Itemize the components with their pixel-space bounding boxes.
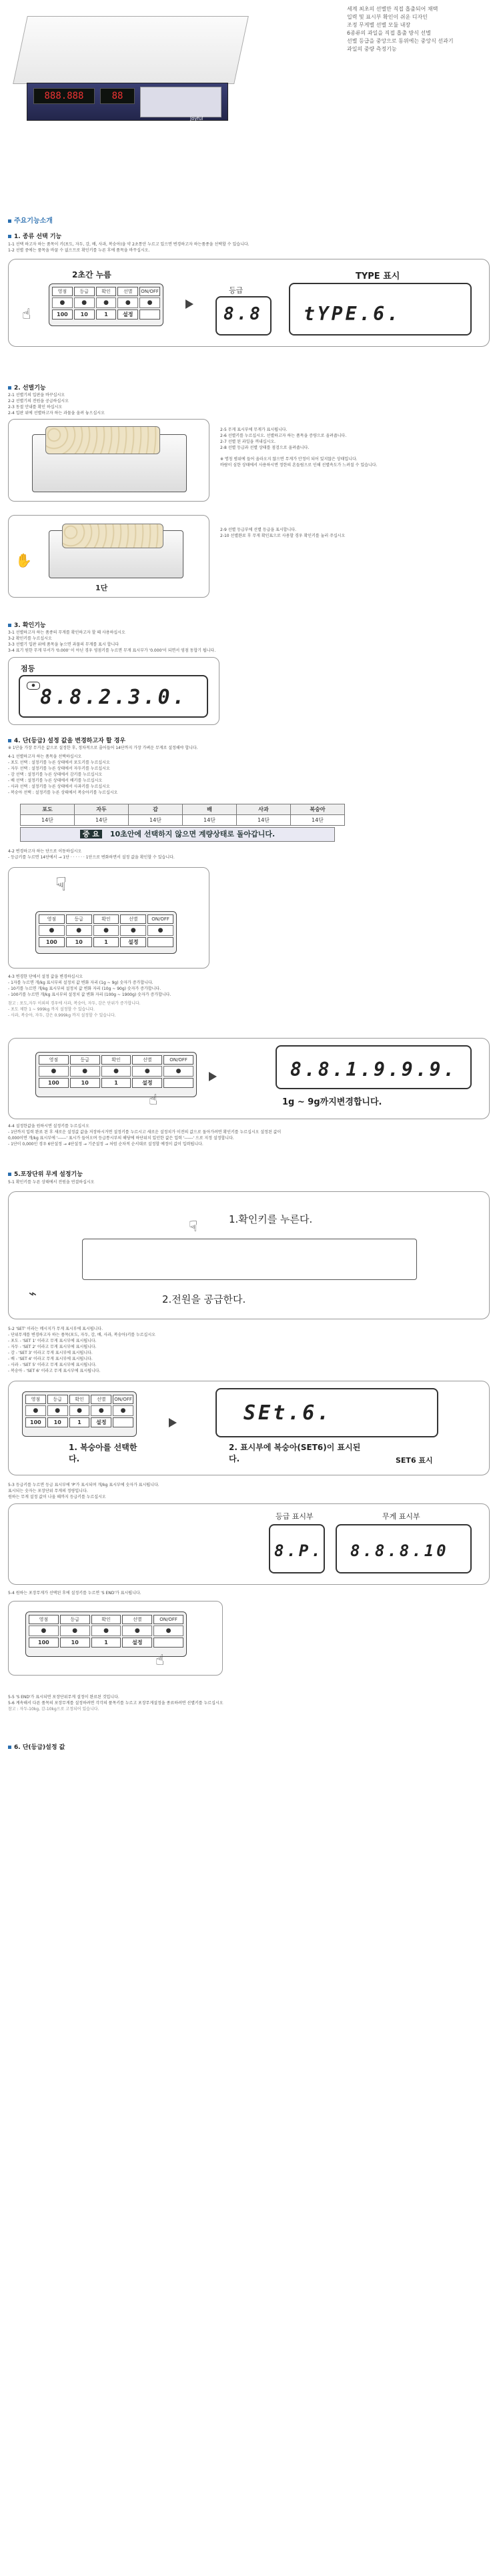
text-line: 4-3 변경한 단에서 설정 값을 변경하십시오 bbox=[8, 975, 83, 979]
text-line: - 1단이 0,000인 경우 6단설정 → 4단설정 → 기준설정 → 처럼 순차적 순서대로 설정할 예정이 값이 입력됩니다. bbox=[8, 1142, 203, 1147]
scale-machine-image: 888.888 88 Joyful bbox=[13, 9, 267, 129]
confirm-key[interactable]: 확인 bbox=[96, 287, 117, 296]
plum-icon[interactable]: ● bbox=[47, 1405, 68, 1416]
pear-icon[interactable]: ● bbox=[122, 1626, 152, 1636]
key-100[interactable]: 100 bbox=[52, 309, 73, 319]
plum-icon[interactable]: ● bbox=[66, 925, 92, 936]
pear-icon[interactable]: ● bbox=[132, 1066, 162, 1077]
text-line: 1-1 선택 하고자 하는 품목이 키(포도, 자두, 감, 배, 사과, 복숭아)을 약 2초통안 누르고 있으면 변경하고자 하는품종을 선택할 수 있습니다. bbox=[8, 242, 250, 247]
key-100[interactable]: 100 bbox=[29, 1638, 59, 1648]
type-display-label: TYPE 표시 bbox=[356, 271, 400, 281]
text-line: 2-10 선별완료 후 무게 확인표으로 사용할 경우 확인키를 눌러 주십시오 bbox=[220, 534, 346, 538]
feature-item: 세계 최초의 선별만 직접 흡출되어 채택 bbox=[347, 6, 438, 12]
text-line: - 복숭아 - 'SET 6' 이라고 무게 표시부에 표시됩니다. bbox=[8, 1369, 101, 1373]
fruit-tray bbox=[62, 524, 163, 548]
grape-icon[interactable]: ● bbox=[25, 1405, 46, 1416]
persimmon-icon[interactable]: ● bbox=[96, 297, 117, 308]
section-2-title: 2. 선별기능 bbox=[8, 383, 46, 392]
section-1-title: 1. 종류 선택 기능 bbox=[8, 231, 61, 240]
text-line: 참고 : 자두-10kg, 감-10kg으로 고정되어 있습니다. bbox=[8, 1707, 99, 1712]
indicator-dot-icon: ● bbox=[27, 682, 40, 690]
hand-icon: ✋ bbox=[15, 552, 32, 568]
text-line: - 1자를 누르면 개/kg 표시부의 설정치 값 변화 자리 (1g ~ 9g) 숫자가 증가합니다. bbox=[8, 981, 153, 985]
section-4-text-4 bbox=[8, 1123, 475, 1147]
weight-digits: tYPE.6. bbox=[304, 303, 402, 325]
key-1[interactable]: 1 bbox=[101, 1078, 131, 1088]
text-line: - 100키를 누르면 개/kg 표시부의 설정치 값 변화 자리 (100g ~ 1900g) 숫자가 증가합니다. bbox=[8, 993, 171, 997]
table-cell: 14단 bbox=[183, 815, 237, 826]
text-line: - 자두 - 'SET 2' 이라고 무게 표시부에 표시됩니다. bbox=[8, 1345, 97, 1349]
blank-key bbox=[163, 1078, 193, 1088]
pear-icon[interactable]: ● bbox=[117, 297, 138, 308]
text-line: - 감 - 'SET 3' 이라고 무게 표시부에 표시됩니다. bbox=[8, 1351, 93, 1355]
table-cell: 14단 bbox=[291, 815, 345, 826]
step-a-label: 1. 복숭아를 선택한다. bbox=[69, 1443, 137, 1463]
set-key[interactable]: 설정 bbox=[91, 1417, 111, 1427]
sort-key[interactable]: 선별 bbox=[122, 1615, 152, 1624]
confirm-key[interactable]: 확인 bbox=[93, 914, 119, 924]
arrow-right-icon bbox=[209, 1072, 217, 1081]
power-plug-icon: ⌁ bbox=[29, 1285, 37, 1301]
text-line: ※ 1단을 가장 무거운 값으로 설정한 후, 정차적으로 줄어들어 14단까지 가장 가벼운 무게로 설정해야 합니다. bbox=[8, 746, 198, 750]
key-10[interactable]: 10 bbox=[47, 1417, 68, 1427]
zero-key[interactable]: 영점 bbox=[29, 1615, 59, 1624]
text-line: - 포도 제한 1 ~ 999kg 까지 설정할 수 있습니다. bbox=[8, 1007, 95, 1012]
text-line: - 사과 - 'SET 5' 이라고 무게 표시부에 표시됩니다. bbox=[8, 1363, 97, 1367]
pear-icon[interactable]: ● bbox=[91, 1405, 111, 1416]
fruit-tray bbox=[45, 426, 160, 454]
text-line: 4-2 변경하고자 하는 단으로 이동하십시오 bbox=[8, 849, 82, 854]
sort-key[interactable]: 선별 bbox=[120, 914, 146, 924]
notice-tag: 중 요 bbox=[80, 830, 102, 838]
grade-key[interactable]: 등급 bbox=[70, 1055, 100, 1065]
key-10[interactable]: 10 bbox=[66, 937, 92, 947]
section-2-side-text bbox=[220, 427, 487, 468]
section-5-illustration-4 bbox=[8, 1601, 223, 1676]
section-3-illustration bbox=[8, 657, 219, 725]
text-line: 0,000이면 개/kg 표시부에 '------' 표시가 들어오며 등급통시부의 해당에 하단위치 있던한 값은 입력 '------' 으로 지정 설정합니다. bbox=[8, 1136, 234, 1141]
text-line: - 감 선택 : 설정키를 누른 상태에서 감키를 누르십시오 bbox=[8, 772, 103, 777]
grape-icon[interactable]: ● bbox=[39, 1066, 69, 1077]
text-line: - 단위무게를 변경하고자 하는 품목(포도, 자두, 감, 배, 사과, 복숭아)키를 누르십시오 bbox=[8, 1333, 155, 1337]
key-100[interactable]: 100 bbox=[39, 1078, 69, 1088]
persimmon-icon[interactable]: ● bbox=[93, 925, 119, 936]
power-key[interactable]: ON/OFF bbox=[147, 914, 173, 924]
section-2-side-text-2 bbox=[220, 527, 487, 539]
text-line: 표시되는 숫자는 포장단위 무게의 정량입니다. bbox=[8, 1489, 88, 1493]
section-2-illustration-2 bbox=[8, 515, 209, 598]
grade-digits: 8.8 bbox=[223, 304, 263, 324]
apple-icon[interactable]: ● bbox=[163, 1066, 193, 1077]
confirm-key[interactable]: 확인 bbox=[91, 1615, 121, 1624]
grape-icon[interactable]: ● bbox=[39, 925, 65, 936]
text-line: 3-3 선별기 입판 위에 품목을 놓으면 과물의 무게를 표시 합니다 bbox=[8, 642, 119, 647]
feature-item: 6종류의 과일을 직접 흡출 방식 선별 bbox=[347, 30, 431, 36]
sorter-front-panel bbox=[82, 1239, 417, 1280]
section-5-text-4 bbox=[8, 1590, 475, 1596]
key-10[interactable]: 10 bbox=[74, 309, 95, 319]
confirm-key[interactable]: 확인 bbox=[69, 1395, 90, 1404]
persimmon-icon[interactable]: ● bbox=[69, 1405, 90, 1416]
pointing-hand-icon: ☝ bbox=[155, 1652, 165, 1669]
section-1-text bbox=[8, 241, 475, 253]
confirm-display bbox=[19, 675, 208, 718]
table-header-cell: 복숭아 bbox=[291, 804, 345, 815]
step1-label: 1.확인키를 누른다. bbox=[229, 1213, 313, 1225]
apple-icon[interactable]: ● bbox=[147, 925, 173, 936]
level-label: 1단 bbox=[95, 584, 108, 592]
key-1[interactable]: 1 bbox=[69, 1417, 90, 1427]
control-panel bbox=[35, 911, 177, 954]
setting-digits: 8.8.1.9.9.9. bbox=[290, 1059, 458, 1081]
control-panel bbox=[22, 1391, 137, 1437]
power-key[interactable]: ON/OFF bbox=[139, 287, 160, 296]
table-header-cell: 포도 bbox=[21, 804, 75, 815]
confirm-digits: 8.8.2.3.0. bbox=[40, 686, 187, 709]
brand-logo: Joyful bbox=[190, 116, 203, 121]
text-line: 참고 : 포도,자두 이외의 경우에 사과, 복숭아, 자두, 감은 단위가 증가합니다. bbox=[8, 1001, 141, 1006]
table-header-cell: 배 bbox=[183, 804, 237, 815]
set-display bbox=[215, 1388, 438, 1437]
section-5-text-2 bbox=[8, 1326, 475, 1374]
text-line: 2-9 선별 등급부에 선별 등급을 표시합니다. bbox=[220, 528, 296, 532]
grade-key[interactable]: 등급 bbox=[66, 914, 92, 924]
key-10[interactable]: 10 bbox=[60, 1638, 90, 1648]
key-100[interactable]: 100 bbox=[39, 937, 65, 947]
section-5-title: 5.포장단위 무게 설정기능 bbox=[8, 1169, 83, 1178]
zero-key[interactable]: 영점 bbox=[39, 914, 65, 924]
table-cell: 14단 bbox=[21, 815, 75, 826]
section-4-text-2 bbox=[8, 848, 475, 860]
table-cell: 14단 bbox=[129, 815, 183, 826]
pointing-hand-icon: ☟ bbox=[189, 1219, 198, 1235]
table-row bbox=[21, 815, 345, 826]
product-hero bbox=[0, 0, 497, 137]
key-10[interactable]: 10 bbox=[70, 1078, 100, 1088]
grape-icon[interactable]: ● bbox=[52, 297, 73, 308]
section-3-text bbox=[8, 630, 475, 654]
grade-key[interactable]: 등급 bbox=[47, 1395, 68, 1404]
power-key[interactable]: ON/OFF bbox=[163, 1055, 193, 1065]
range-text: 1g ~ 9g까지변경합니다. bbox=[282, 1097, 382, 1107]
text-line: 5-4 원하는 포장무게가 선택된 후에 설정키를 누르면 'S END'가 표시됩니다. bbox=[8, 1591, 141, 1595]
pointing-hand-icon: ☝ bbox=[22, 306, 31, 323]
section-3-title: 3. 확인기능 bbox=[8, 620, 46, 629]
sort-key[interactable]: 선별 bbox=[91, 1395, 111, 1404]
section-4-illustration-2 bbox=[8, 1038, 490, 1119]
plum-icon[interactable]: ● bbox=[70, 1066, 100, 1077]
section-4-illustration-1 bbox=[8, 867, 209, 969]
section-5-illustration-2 bbox=[8, 1381, 490, 1475]
set-digits: SEt.6. bbox=[243, 1401, 332, 1425]
table-header-cell: 사과 bbox=[237, 804, 291, 815]
text-line: - 10키를 누르면 개/kg 표시부의 설정치 값 변화 자리 (10g ~ 90g) 숫자가 증가합니다. bbox=[8, 987, 161, 991]
feature-item: 선별 등급을 중앙으로 동위에는 중앙식 선과기 bbox=[347, 38, 454, 44]
grade-count-table bbox=[20, 804, 345, 826]
feature-item: 입력 및 표시부 확인이 쉬운 디자인 bbox=[347, 14, 428, 20]
table-cell: 14단 bbox=[75, 815, 129, 826]
blank-key bbox=[139, 309, 160, 319]
text-line: 4-4 설정한값을 원하시면 설정키를 누르십시오 bbox=[8, 1124, 89, 1129]
weight-part-label: 무게 표시부 bbox=[382, 1512, 420, 1521]
pointing-hand-icon: ☝ bbox=[149, 1092, 158, 1109]
section-5-illustration-3 bbox=[8, 1503, 490, 1585]
section-5-text bbox=[8, 1179, 475, 1185]
key-1[interactable]: 1 bbox=[91, 1638, 121, 1648]
main-heading: 주요기능소개 bbox=[8, 215, 53, 225]
package-grade-digits: 8.P. bbox=[274, 1541, 324, 1560]
sort-key[interactable]: 선별 bbox=[132, 1055, 162, 1065]
confirm-key[interactable]: 확인 bbox=[101, 1055, 131, 1065]
section-5-illustration-1 bbox=[8, 1191, 490, 1319]
section-4-title: 4. 단(등급) 설정 값을 변경하고자 할 경우 bbox=[8, 736, 125, 744]
text-line: 5-2 'SET' 이라는 메시지가 무게 표시부에 표시됩니다. bbox=[8, 1327, 103, 1331]
package-weight-display bbox=[336, 1524, 472, 1573]
zero-key[interactable]: 영점 bbox=[25, 1395, 46, 1404]
text-line: 3-1 선별하고자 하는 품종의 무게를 확인하고자 할 때 사용하십시오 bbox=[8, 630, 125, 635]
key-100[interactable]: 100 bbox=[25, 1417, 46, 1427]
blank-key bbox=[113, 1417, 133, 1427]
text-line: - 배 - 'SET 4' 이라고 무게 표시부에 표시됩니다. bbox=[8, 1357, 93, 1361]
text-line: 2-1 선별기의 입판을 바꾸십시오 bbox=[8, 393, 65, 398]
section-4-text-3 bbox=[8, 974, 475, 1019]
peach-icon[interactable]: ● bbox=[113, 1405, 133, 1416]
text-line: - 복숭아 선택 : 설정키를 누른 상태에서 복숭아키를 누르십시오 bbox=[8, 790, 118, 795]
text-line: 5-1 확인키를 누른 상태에서 전원을 연결하십시오 bbox=[8, 1180, 95, 1185]
text-line: 2-5 무게 표시부에 무게가 표시됩니다. bbox=[220, 428, 288, 432]
plum-icon[interactable]: ● bbox=[60, 1626, 90, 1636]
text-line: 4-1 선별하고자 하는 품목을 선택하십시오 bbox=[8, 754, 82, 759]
zero-key[interactable]: 영점 bbox=[39, 1055, 69, 1065]
apple-icon[interactable]: ● bbox=[139, 297, 160, 308]
feature-item: 과일의 중량 측정기능 bbox=[347, 46, 397, 52]
text-line: - 사과, 복숭아, 자두, 감은 0.999kg 까지 설정할 수 있습니다. bbox=[8, 1013, 116, 1018]
weight-display bbox=[289, 283, 472, 336]
section-2-illustration-1 bbox=[8, 419, 209, 502]
zero-key[interactable]: 영점 bbox=[52, 287, 73, 296]
text-line: 5-3 등급키를 누르면 등급 표시부에 'P'가 표시되며 개/kg 표시부에 숫자가 표시됩니다. bbox=[8, 1483, 159, 1487]
table-cell: 14단 bbox=[237, 815, 291, 826]
setting-display bbox=[276, 1045, 472, 1089]
power-key[interactable]: ON/OFF bbox=[113, 1395, 133, 1404]
arrow-right-icon bbox=[169, 1418, 177, 1427]
text-line: - 등급키를 누르면 14단에서 → 1단 · · · · · · 1단으로 변화하면서 설정 값을 확인할 수 있습니다. bbox=[8, 855, 175, 860]
persimmon-icon[interactable]: ● bbox=[91, 1626, 121, 1636]
pear-icon[interactable]: ● bbox=[120, 925, 146, 936]
apple-icon[interactable]: ● bbox=[153, 1626, 183, 1636]
control-panel bbox=[35, 1052, 197, 1097]
step-b-label: 2. 표시부에 복숭아(SET6)이 표시된다. bbox=[229, 1443, 361, 1463]
set-key[interactable]: 설정 bbox=[122, 1638, 152, 1648]
section-4-text bbox=[8, 745, 475, 796]
text-line: - 자두 선택 : 설정키를 누른 상태에서 자두키를 누르십시오 bbox=[8, 766, 110, 771]
blank-key bbox=[147, 937, 173, 947]
text-line: 1-2 선별 중에는 품목을 바꿀 수 없으므로 확인키를 누른 후에 품목을 바꾸십시오. bbox=[8, 248, 150, 253]
table-header-cell: 감 bbox=[129, 804, 183, 815]
persimmon-icon[interactable]: ● bbox=[101, 1066, 131, 1077]
package-grade-display bbox=[269, 1524, 325, 1573]
text-line: 원하는 무게 설정 값이 나올 때까지 등급키를 누르십시오 bbox=[8, 1495, 106, 1499]
text-line: 3-4 표기 원한 무게 부서가 '0.000' 이 아닌 경우 영점키를 누르면 무게 표시부가 '0.000'이 되면서 영점 동합기 됩니다. bbox=[8, 648, 216, 653]
package-weight-digits: 8.8.8.10 bbox=[350, 1541, 449, 1560]
feature-list bbox=[347, 5, 490, 53]
lit-label: 점등 bbox=[21, 664, 35, 673]
text-line: - 포도 - 'SET 1' 이라고 무게 표시부에 표시됩니다. bbox=[8, 1339, 97, 1343]
table-header-row bbox=[21, 804, 345, 815]
set-key[interactable]: 설정 bbox=[117, 309, 138, 319]
text-line: ※ 명칭 범위에 들어 올라오지 않으면 무게가 안정이 되어 있지않은 상태입니다. bbox=[220, 457, 358, 462]
text-line: 2-6 선별키를 누르십시오. 선별하고자 하는 품목을 증량으로 올려줍니다. bbox=[220, 434, 347, 438]
two-second-press-label: 2초간 누름 bbox=[72, 270, 111, 279]
key-1[interactable]: 1 bbox=[96, 309, 117, 319]
pointing-hand-icon: ☟ bbox=[55, 873, 67, 895]
section-6-title: 6. 단(등급)설정 값 bbox=[8, 1742, 65, 1751]
text-line: 2-8 선별 등급과 선별 상태를 점검으로 올려줍니다. bbox=[220, 446, 310, 450]
key-1[interactable]: 1 bbox=[93, 937, 119, 947]
control-panel bbox=[49, 283, 163, 326]
table-header-cell: 자두 bbox=[75, 804, 129, 815]
text-line: 2-7 선별 된 과일을 꺼내십시오. bbox=[220, 440, 276, 444]
grape-icon[interactable]: ● bbox=[29, 1626, 59, 1636]
text-line: 2-3 동절 안내를 확인 하십시오 bbox=[8, 405, 63, 410]
text-line: - 포도 선택 : 설정키를 누른 상태에서 포도키를 누르십시오 bbox=[8, 760, 110, 765]
text-line: - 배 선택 : 설정키를 누른 상태에서 배키를 누르십시오 bbox=[8, 778, 103, 783]
text-line: 바람이 심한 상태에서 사용하시면 정한의 흔들림으로 인해 선별속도가 느려질 수 있습니다. bbox=[220, 463, 378, 468]
text-line: 2-4 입판 위에 선별하고자 하는 과물을 올려 놓으십시오 bbox=[8, 411, 105, 416]
grade-display bbox=[215, 296, 272, 336]
text-line: 2-2 선별기의 전원을 공급하십시오 bbox=[8, 399, 69, 404]
section-1-illustration bbox=[8, 259, 490, 347]
section-5-text-5 bbox=[8, 1694, 475, 1712]
text-line: 5-5 'S END'가 표시되면 포장단위무게 설정이 완료된 것입니다. bbox=[8, 1695, 119, 1700]
step2-label: 2.전원을 공급한다. bbox=[162, 1293, 246, 1305]
grade-key[interactable]: 등급 bbox=[60, 1615, 90, 1624]
important-notice bbox=[20, 827, 335, 842]
plum-icon[interactable]: ● bbox=[74, 297, 95, 308]
set-key[interactable]: 설정 bbox=[120, 937, 146, 947]
grade-key[interactable]: 등급 bbox=[74, 287, 95, 296]
text-line: - 사과 선택 : 설정키를 누른 상태에서 사과키를 누르십시오 bbox=[8, 784, 110, 789]
grade-part-label: 등급 표시부 bbox=[276, 1512, 314, 1521]
sort-key[interactable]: 선별 bbox=[117, 287, 138, 296]
control-panel bbox=[25, 1612, 187, 1657]
text-line: - 1단까지 입력 완료 된 후 새로운 설정값 값을 저장하시거면 설정키를 누르시고 새로운 설정치가 이전의 값으로 돌아가려면 확인키를 누르십시오 설정된 값이 bbox=[8, 1130, 282, 1135]
text-line: 5-6 계속해서 다른 품목의 포장무게를 설정하려면 각각의 품목키를 누르고 포장무게설정을 종료하려면 선별키를 누르십시오 bbox=[8, 1701, 223, 1706]
blank-key bbox=[153, 1638, 183, 1648]
grade-label: 등급 bbox=[229, 286, 243, 295]
text-line: 3-2 확인키를 누르십시오 bbox=[8, 636, 52, 641]
notice-text: 10초안에 선택하지 않으면 계량상태로 돌아갑니다. bbox=[109, 830, 276, 838]
section-2-text bbox=[8, 392, 475, 416]
power-key[interactable]: ON/OFF bbox=[153, 1615, 183, 1624]
section-5-text-3 bbox=[8, 1482, 475, 1500]
feature-item: 조정 무게별 선별 모듈 내장 bbox=[347, 22, 411, 28]
arrow-right-icon bbox=[185, 299, 193, 309]
set-key[interactable]: 설정 bbox=[132, 1078, 162, 1088]
set6-label: SET6 표시 bbox=[396, 1456, 433, 1465]
